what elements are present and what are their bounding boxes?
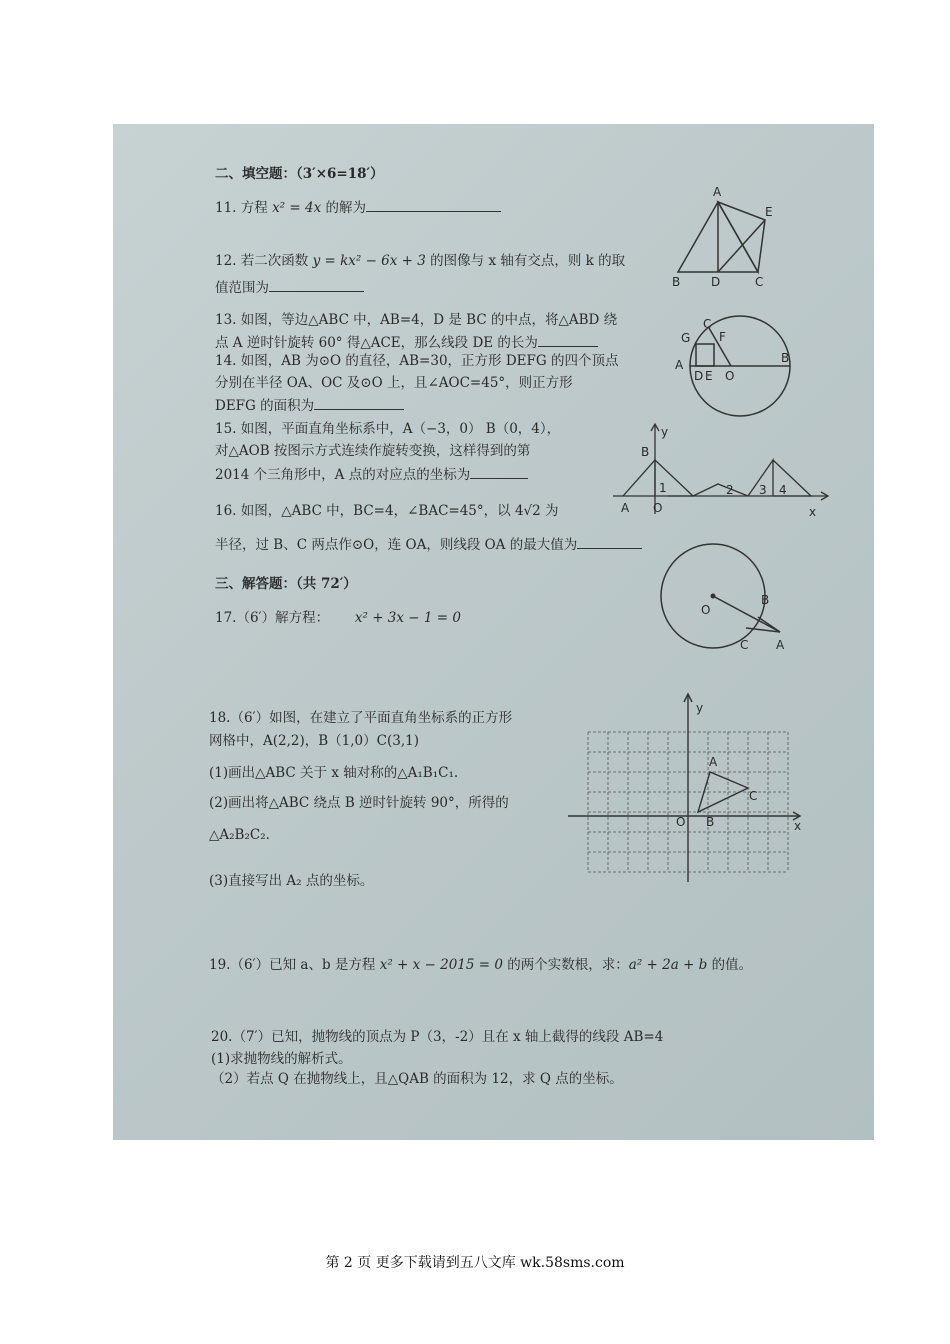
label-x: x bbox=[794, 819, 802, 833]
label-3: 3 bbox=[759, 483, 767, 497]
scanned-page-photo bbox=[113, 124, 874, 1140]
label-a: A bbox=[776, 638, 785, 652]
question-18-line2: 网格中，A(2,2)，B（1,0）C(3,1) bbox=[209, 733, 419, 749]
label-d: D bbox=[694, 369, 704, 383]
label-e: E bbox=[705, 369, 713, 383]
question-20-line1: 20.（7′）已知，抛物线的顶点为 P（3，-2）且在 x 轴上截得的线段 AB=4 bbox=[211, 1029, 664, 1045]
label-a: A bbox=[709, 755, 718, 769]
question-17: 17.（6′）解方程： x² + 3x − 1 = 0 bbox=[215, 610, 461, 626]
label-b: B bbox=[641, 445, 650, 459]
question-14-line2: 分别在半径 OA、OC 及⊙O 上，且∠AOC=45°，则正方形 bbox=[215, 375, 573, 391]
figure-16-circle bbox=[658, 544, 798, 659]
question-16-line2: 半径，过 B、C 两点作⊙O，连 OA，则线段 OA 的最大值为 bbox=[215, 534, 642, 554]
label-b: B bbox=[781, 351, 790, 365]
label-e: E bbox=[765, 205, 773, 219]
label-c: C bbox=[703, 317, 712, 331]
label-b: B bbox=[672, 275, 681, 289]
label-c: C bbox=[740, 638, 749, 652]
question-11: 11. 方程 x² = 4x 的解为 bbox=[215, 197, 501, 217]
label-y: y bbox=[696, 701, 704, 715]
label-o: O bbox=[653, 501, 663, 515]
label-y: y bbox=[661, 425, 669, 439]
question-12-line1: 12. 若二次函数 y = kx² − 6x + 3 的图像与 x 轴有交点，则 k 的取 bbox=[215, 253, 626, 269]
label-x: x bbox=[809, 505, 817, 519]
label-a: A bbox=[713, 185, 722, 199]
label-o: O bbox=[725, 369, 735, 383]
question-14-line3: DEFG 的面积为 bbox=[215, 395, 404, 415]
label-b: B bbox=[706, 815, 715, 829]
label-a: A bbox=[621, 501, 630, 515]
label-c: C bbox=[749, 789, 758, 803]
question-13-line1: 13. 如图，等边△ABC 中，AB=4，D 是 BC 的中点，将△ABD 绕 bbox=[215, 312, 618, 328]
question-18-part1: (1)画出△ABC 关于 x 轴对称的△A₁B₁C₁. bbox=[209, 765, 459, 781]
question-15-line3: 2014 个三角形中，A 点的对应点的坐标为 bbox=[215, 464, 528, 484]
question-16-line1: 16. 如图，△ABC 中，BC=4，∠BAC=45°，以 4√2 为 bbox=[215, 503, 559, 519]
question-18-part3: (3)直接写出 A₂ 点的坐标。 bbox=[209, 873, 374, 889]
label-b: B bbox=[761, 593, 770, 607]
figure-14-circle bbox=[669, 316, 799, 426]
question-13-line2: 点 A 逆时针旋转 60° 得△ACE，那么线段 DE 的长为 bbox=[215, 332, 598, 352]
question-14-line1: 14. 如图，AB 为⊙O 的直径，AB=30，正方形 DEFG 的四个顶点 bbox=[215, 353, 619, 369]
question-20-part1: (1)求抛物线的解析式。 bbox=[211, 1051, 352, 1067]
label-o: O bbox=[676, 815, 686, 829]
question-20-part2: （2）若点 Q 在抛物线上，且△QAB 的面积为 12，求 Q 点的坐标。 bbox=[211, 1071, 623, 1087]
question-18-part2b: △A₂B₂C₂. bbox=[209, 827, 270, 843]
answer-blank bbox=[366, 197, 501, 212]
question-18-line1: 18.（6′）如图，在建立了平面直角坐标系的正方形 bbox=[209, 710, 513, 726]
question-12-line2: 值范围为 bbox=[215, 277, 364, 297]
page-footer: 第 2 页 更多下载请到五八文库 wk.58sms.com bbox=[325, 1255, 625, 1271]
label-4: 4 bbox=[779, 483, 787, 497]
label-d: D bbox=[711, 275, 721, 289]
label-1: 1 bbox=[659, 481, 667, 495]
label-f: F bbox=[719, 330, 726, 344]
figure-13-triangle bbox=[673, 182, 783, 292]
section-3-title: 三、解答题：（共 72′） bbox=[215, 576, 357, 592]
question-18-part2a: (2)画出将△ABC 绕点 B 逆时针旋转 90°，所得的 bbox=[209, 795, 509, 811]
label-a: A bbox=[675, 358, 684, 372]
figure-18-grid bbox=[568, 694, 808, 884]
figure-15-coordinate bbox=[613, 424, 843, 519]
label-2: 2 bbox=[726, 483, 734, 497]
question-19: 19.（6′）已知 a、b 是方程 x² + x − 2015 = 0 的两个实数根，求：a² + 2a + b 的值。 bbox=[209, 957, 753, 973]
label-o: O bbox=[701, 603, 711, 617]
section-2-title: 二、填空题：（3′×6=18′） bbox=[215, 166, 384, 182]
label-g: G bbox=[681, 331, 691, 345]
label-c: C bbox=[755, 275, 764, 289]
question-15-line2: 对△AOB 按图示方式连续作旋转变换，这样得到的第 bbox=[215, 443, 531, 459]
question-15-line1: 15. 如图，平面直角坐标系中，A（−3，0） B（0，4）， bbox=[215, 421, 561, 437]
